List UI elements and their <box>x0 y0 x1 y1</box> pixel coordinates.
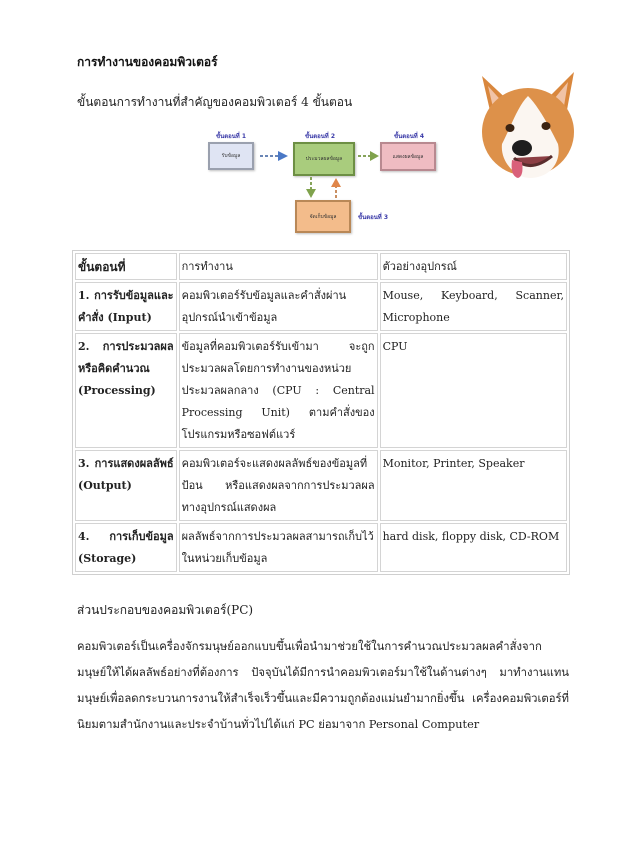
arrow-up-icon <box>330 177 342 199</box>
diagram-step-1-label: ขั้นตอนที่ 1 <box>216 133 247 140</box>
header-step: ขั้นตอนที่ <box>75 253 177 280</box>
table-header-row <box>75 253 567 280</box>
row-step: 2. การประมวลผลหรือคิดคำนวณ (Processing) <box>75 333 177 448</box>
process-diagram <box>198 125 448 235</box>
header-examples: ตัวอย่างอุปกรณ์ <box>380 253 567 280</box>
diagram-box-input: รับข้อมูล <box>208 142 254 170</box>
intro-line: ขั้นตอนการทำงานที่สำคัญของคอมพิวเตอร์ 4 ขั้นตอน <box>77 95 353 109</box>
diagram-step-3-label: ขั้นตอนที่ 3 <box>358 214 389 221</box>
table-row <box>75 523 567 572</box>
row-step: 1. การรับข้อมูลและคำสั่ง (Input) <box>75 282 177 331</box>
body-paragraph: คอมพิวเตอร์เป็นเครื่องจักรมนุษย์ออกแบบขึ้นเพื่อนำมาช่วยใช้ในการคำนวณประมวลผลคำสั่งจากมนุษย์ให้ได้ผลลัพธ์อย่างที่ต้องการ ปัจจุบันได้มีการนำคอมพิวเตอร์มาใช้ในด้านต่างๆ มาทำงานแทนมนุษย์เพื่อลดกระบวนการงานให้สำเร็จเร็วขึ้นและมีความถูกต้องแม่นยำมากยิ่งขึ้น เครื่องคอมพิวเตอร์ที่นิยมตามสำนักงานและประจำบ้านทั่วไปได้แก่ PC ย่อมาจาก Personal Computer <box>77 640 569 731</box>
row-step: 4. การเก็บข้อมูล (Storage) <box>75 523 177 572</box>
document-heading: การทำงานของคอมพิวเตอร์ <box>77 55 218 69</box>
row-work: ข้อมูลที่คอมพิวเตอร์รับเข้ามา จะถูกประมวลผลโดยการทำงานของหน่วยประมวลผลกลาง (CPU : Central Processing Unit) ตามคำสั่งของโปรแกรมหรือซอฟต์แวร์ <box>179 333 378 448</box>
computer-steps-table <box>72 250 570 575</box>
table-row <box>75 282 567 331</box>
row-examples: CPU <box>380 333 567 448</box>
row-examples: Monitor, Printer, Speaker <box>380 450 567 521</box>
diagram-step-4-label: ขั้นตอนที่ 4 <box>394 133 425 140</box>
corgi-dog-icon <box>472 66 584 186</box>
diagram-box-processing: ประมวลผลข้อมูล <box>293 142 355 176</box>
table-row <box>75 333 567 448</box>
diagram-step-2-label: ขั้นตอนที่ 2 <box>305 133 336 140</box>
arrow-right-icon <box>260 150 290 162</box>
section-title: ส่วนประกอบของคอมพิวเตอร์(PC) <box>77 603 254 617</box>
diagram-box-storage: จัดเก็บข้อมูล <box>295 200 351 233</box>
row-step: 3. การแสดงผลลัพธ์ (Output) <box>75 450 177 521</box>
diagram-box-output: แสดงผลข้อมูล <box>380 142 436 171</box>
row-work: คอมพิวเตอร์รับข้อมูลและคำสั่งผ่านอุปกรณ์นำเข้าข้อมูล <box>179 282 378 331</box>
row-examples: hard disk, floppy disk, CD-ROM <box>380 523 567 572</box>
arrow-right-icon <box>358 150 380 162</box>
table-row <box>75 450 567 521</box>
arrow-down-icon <box>305 177 317 199</box>
row-work: ผลลัพธ์จากการประมวลผลสามารถเก็บไว้ในหน่วยเก็บข้อมูล <box>179 523 378 572</box>
row-examples: Mouse, Keyboard, Scanner, Microphone <box>380 282 567 331</box>
row-work: คอมพิวเตอร์จะแสดงผลลัพธ์ของข้อมูลที่ป้อน หรือแสดงผลจากการประมวลผล ทางอุปกรณ์แสดงผล <box>179 450 378 521</box>
header-work: การทำงาน <box>179 253 378 280</box>
